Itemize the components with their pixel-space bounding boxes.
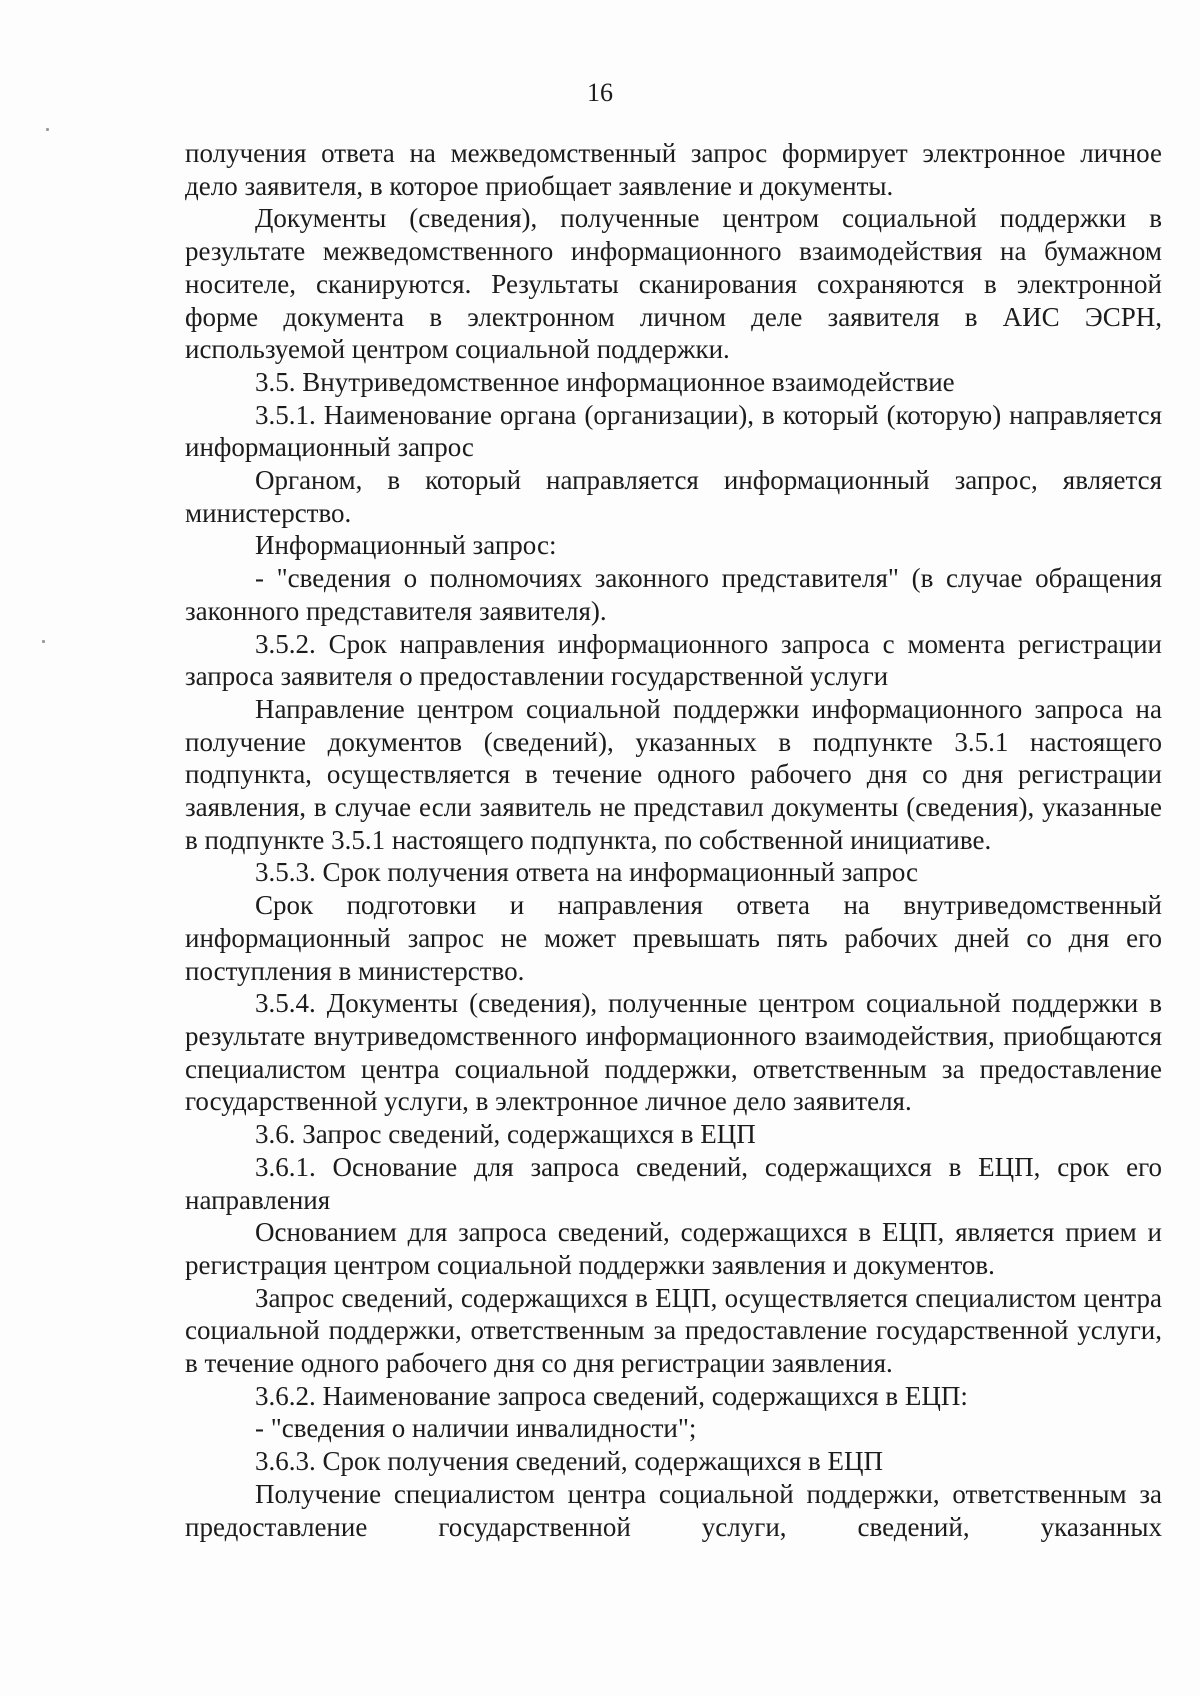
subsection-heading: 3.6.1. Основание для запроса сведений, содержащихся в ЕЦП, срок его направления: [185, 1151, 1162, 1215]
subsection-heading: 3.5.3. Срок получения ответа на информационный запрос: [255, 857, 919, 888]
paragraph: Запрос сведений, содержащихся в ЕЦП, осуществляется специалистом центра социальной поддержки, ответственным за предоставление государственной услуги, в течение одного рабочего дня со дня регистрации заявления.: [185, 1282, 1162, 1379]
list-item: - "сведения о наличии инвалидности";: [255, 1413, 697, 1444]
subsection-heading: 3.5.2. Срок направления информационного запроса с момента регистрации запроса заявителя о предоставлении государственной услуги: [185, 628, 1162, 692]
paragraph: Получение специалистом центра социальной поддержки, ответственным за предоставление государственной услуги, сведений, указанных: [185, 1478, 1162, 1542]
paragraph: Органом, в который направляется информационный запрос, является министерство.: [185, 465, 1162, 528]
paragraph: Основанием для запроса сведений, содержащихся в ЕЦП, является прием и регистрация центром социальной поддержки заявления и документов.: [185, 1217, 1162, 1280]
section-heading: 3.6. Запрос сведений, содержащихся в ЕЦП: [255, 1119, 756, 1150]
paragraph: Направление центром социальной поддержки информационного запроса на получение документов (сведений), указанных в подпункте 3.5.1 настоящего подпункта, осуществляется в течение одного рабочего дня со дня регистрации заявления, в случае если заявитель не представил документы (сведения), указанные в подпункте 3.5.1 настоящего подпункта, по собственной инициативе.: [185, 693, 1162, 855]
subsection-heading: 3.6.3. Срок получения сведений, содержащихся в ЕЦП: [255, 1446, 884, 1477]
subsection-heading: 3.6.2. Наименование запроса сведений, содержащихся в ЕЦП:: [255, 1380, 968, 1411]
scan-speck: [42, 640, 45, 643]
paragraph: получения ответа на межведомственный запрос формирует электронное личное дело заявителя, в которое приобщает заявление и документы.: [185, 138, 1162, 201]
paragraph: Информационный запрос:: [255, 530, 557, 561]
section-heading: 3.5. Внутриведомственное информационное взаимодействие: [255, 366, 955, 397]
paragraph: Срок подготовки и направления ответа на внутриведомственный информационный запрос не может превышать пять рабочих дней со дня его поступления в министерство.: [185, 890, 1162, 986]
page-number: 16: [587, 78, 613, 107]
subsection-heading: 3.5.1. Наименование органа (организации), в который (которую) направляется информационный запрос: [185, 399, 1162, 463]
scan-speck: [46, 128, 49, 131]
document-body: [185, 137, 1162, 1543]
paragraph: Документы (сведения), полученные центром социальной поддержки в результате межведомственного информационного взаимодействия на бумажном носителе, сканируются. Результаты сканирования сохраняются в электронной форме документа в электронном личном деле заявителя в АИС ЭСРН, используемой центром социальной поддержки.: [185, 203, 1162, 365]
subsection-heading: 3.5.4. Документы (сведения), полученные центром социальной поддержки в результате внутриведомственного информационного взаимодействия, приобщаются специалистом центра социальной поддержки, ответственным за предоставление государственной услуги, в электронное личное дело заявителя.: [185, 988, 1162, 1117]
list-item: - "сведения о полномочиях законного представителя" (в случае обращения законного представителя заявителя).: [185, 563, 1162, 626]
